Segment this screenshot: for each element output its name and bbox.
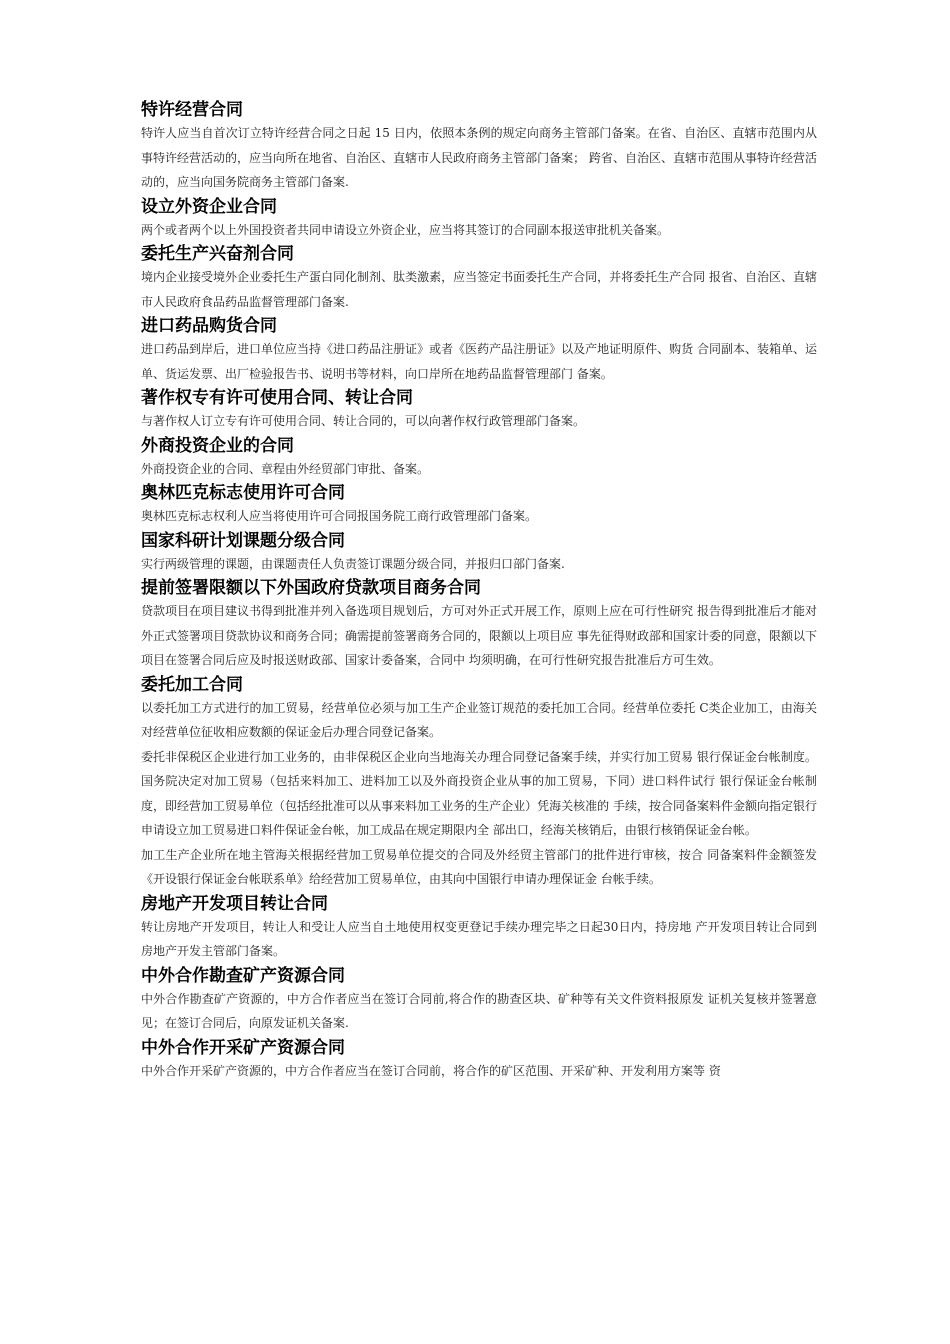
- document-section: [141, 196, 817, 243]
- document-section: [141, 1037, 817, 1084]
- section-heading: 奥林匹克标志使用许可合同: [141, 483, 345, 503]
- document-page: [141, 98, 817, 1083]
- document-section: [141, 315, 817, 386]
- section-paragraph: 国务院决定对加工贸易（包括来料加工、进料加工以及外商投资企业从事的加工贸易，下同）进口料件试行 银行保证金台帐制度，即经营加工贸易单位（包括经批准可以从事来料加工业务的生产企业）凭海关核准的 手续，按合同备案料件金额向指定银行申请设立加工贸易进口料件保证金台帐，加工成品在规定期限内全 部出口，经海关核销后，由银行核销保证金台帐。: [141, 774, 817, 837]
- document-section: [141, 243, 817, 314]
- section-paragraph: 中外合作勘查矿产资源的，中方合作者应当在签订合同前,将合作的勘查区块、矿种等有关文件资料报原发 证机关复核并签署意见；在签订合同后，向原发证机关备案.: [141, 991, 817, 1030]
- section-heading: 国家科研计划课题分级合同: [141, 530, 345, 551]
- section-heading: 特许经营合同: [141, 100, 243, 120]
- document-section: [141, 530, 817, 577]
- section-paragraph: 与著作权人订立专有许可使用合同、转让合同的，可以向著作权行政管理部门备案。: [141, 414, 586, 428]
- section-heading: 提前签署限额以下外国政府贷款项目商务合同: [141, 578, 481, 598]
- document-section: [141, 435, 817, 482]
- section-heading: 中外合作开采矿产资源合同: [141, 1037, 345, 1058]
- document-section: [141, 674, 817, 892]
- document-section: [141, 387, 817, 434]
- section-paragraph: 中外合作开采矿产资源的，中方合作者应当在签订合同前，将合作的矿区范围、开采矿种、开发利用方案等 资: [141, 1063, 721, 1078]
- section-paragraph: 以委托加工方式进行的加工贸易，经营单位必须与加工生产企业签订规范的委托加工合同。经营单位委托 C类企业加工，由海关对经营单位征收相应数额的保证金后办理合同登记备案。: [141, 700, 817, 739]
- section-paragraph: 加工生产企业所在地主管海关根据经营加工贸易单位提交的合同及外经贸主管部门的批件进行审核，按合 同备案料件金额签发《开设银行保证金台帐联系单》给经营加工贸易单位，由其向中国银行申请办理保证金 台帐手续。: [141, 847, 817, 886]
- section-paragraph: 特许人应当自首次订立特许经营合同之日起 15 日内，依照本条例的规定向商务主管部门备案。在省、自治区、直辖市范围内从事特许经营活动的，应当向所在地省、自治区、直辖市人民政府商务主管部门备案； 跨省、自治区、直辖市范围从事特许经营活动的，应当向国务院商务主管部门备案.: [141, 126, 817, 189]
- document-section: [141, 965, 817, 1036]
- document-section: [141, 482, 817, 529]
- section-paragraph: 进口药品到岸后，进口单位应当持《进口药品注册证》或者《医药产品注册证》以及产地证明原件、购货 合同副本、装箱单、运单、货运发票、出厂检验报告书、说明书等材料，向口岸所在地药品监督管理部门 备案。: [141, 342, 817, 381]
- section-paragraph: 委托非保税区企业进行加工业务的，由非保税区企业向当地海关办理合同登记备案手续，并实行加工贸易 银行保证金台帐制度。: [141, 749, 817, 764]
- document-section: [141, 577, 817, 673]
- section-paragraph: 外商投资企业的合同、章程由外经贸部门审批、备案。: [141, 461, 430, 476]
- section-paragraph: 实行两级管理的课题，由课题责任人负责签订课题分级合同，并报归口部门备案.: [141, 556, 565, 571]
- section-heading: 中外合作勘查矿产资源合同: [141, 965, 345, 986]
- section-paragraph: 转让房地产开发项目，转让人和受让人应当自土地使用权变更登记手续办理完毕之日起30日内，持房地 产开发项目转让合同到房地产开发主管部门备案。: [141, 919, 817, 958]
- section-heading: 著作权专有许可使用合同、转让合同: [141, 388, 413, 408]
- section-heading: 委托加工合同: [141, 674, 243, 695]
- section-heading: 外商投资企业的合同: [141, 435, 294, 456]
- section-heading: 进口药品购货合同: [141, 316, 277, 336]
- document-section: [141, 99, 817, 195]
- section-heading: 委托生产兴奋剂合同: [141, 244, 294, 264]
- section-heading: 房地产开发项目转让合同: [141, 893, 328, 914]
- section-paragraph: 贷款项目在项目建议书得到批准并列入备选项目规划后，方可对外正式开展工作，原则上应在可行性研究 报告得到批准后才能对外正式签署项目贷款协议和商务合同；确需提前签署商务合同的，限额以上项目应 事先征得财政部和国家计委的同意，限额以下项目在签署合同后应及时报送财政部、国家计委备案，合同中 均须明确，在可行性研究报告批准后方可生效。: [141, 604, 817, 667]
- section-paragraph: 奥林匹克标志权利人应当将使用许可合同报国务院工商行政管理部门备案。: [141, 509, 538, 523]
- section-heading: 设立外资企业合同: [141, 196, 277, 217]
- document-section: [141, 893, 817, 964]
- section-paragraph: 两个或者两个以上外国投资者共同申请设立外资企业，应当将其签订的合同副本报送审批机关备案。: [141, 222, 670, 237]
- section-paragraph: 境内企业接受境外企业委托生产蛋白同化制剂、肽类激素，应当签定书面委托生产合同，并将委托生产合同 报省、自治区、直辖市人民政府食品药品监督管理部门备案.: [141, 270, 817, 309]
